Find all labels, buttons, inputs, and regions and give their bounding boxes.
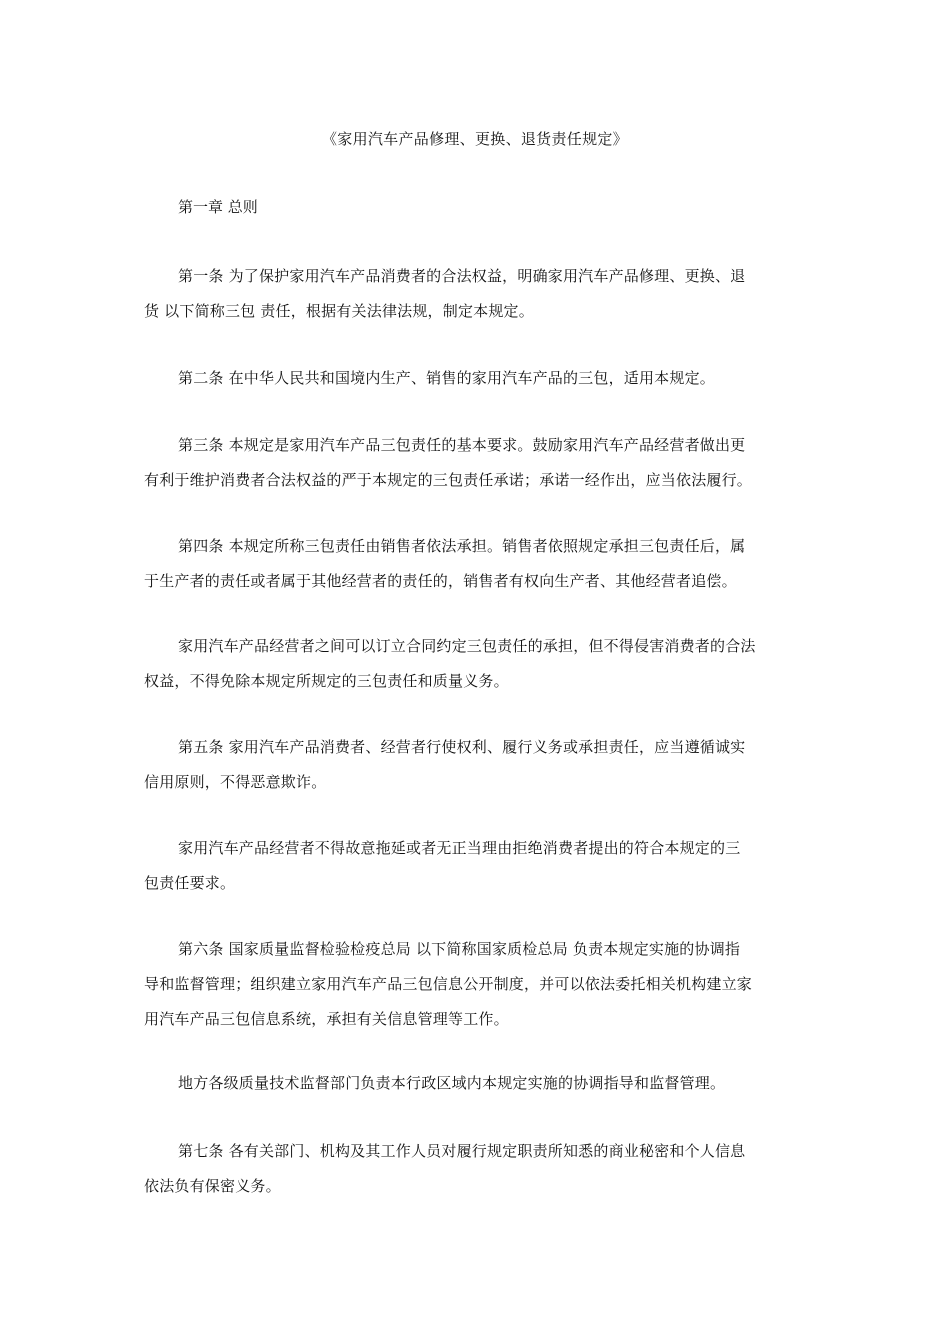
article-6-paragraph — [144, 932, 812, 1037]
paragraph-line: 有利于维护消费者合法权益的严于本规定的三包责任承诺；承诺一经作出，应当依法履行。 — [144, 471, 753, 489]
article-2-paragraph — [144, 361, 812, 396]
paragraph-line: 用汽车产品三包信息系统，承担有关信息管理等工作。 — [144, 1010, 509, 1028]
paragraph-line: 货 以下简称三包 责任，根据有关法律法规，制定本规定。 — [144, 302, 534, 320]
paragraph-line: 第五条 家用汽车产品消费者、经营者行使权利、履行义务或承担责任，应当遵循诚实 — [178, 738, 746, 756]
paragraph-line: 第三条 本规定是家用汽车产品三包责任的基本要求。鼓励家用汽车产品经营者做出更 — [178, 436, 746, 454]
paragraph-line: 导和监督管理；组织建立家用汽车产品三包信息公开制度，并可以依法委托相关机构建立家 — [144, 975, 753, 993]
document-title: 《家用汽车产品修理、更换、退货责任规定》 — [321, 130, 628, 148]
article-7-paragraph — [144, 1134, 812, 1204]
paragraph-line: 包责任要求。 — [144, 874, 236, 892]
paragraph-line: 第四条 本规定所称三包责任由销售者依法承担。销售者依照规定承担三包责任后，属 — [178, 537, 746, 555]
article-4-paragraph — [144, 529, 812, 599]
paragraph-line: 第七条 各有关部门、机构及其工作人员对履行规定职责所知悉的商业秘密和个人信息 — [178, 1142, 746, 1160]
paragraph-line: 依法负有保密义务。 — [144, 1177, 281, 1195]
paragraph-line: 地方各级质量技术监督部门负责本行政区域内本规定实施的协调指导和监督管理。 — [178, 1074, 726, 1092]
paragraph-line: 第二条 在中华人民共和国境内生产、销售的家用汽车产品的三包，适用本规定。 — [178, 369, 715, 387]
paragraph-line: 第一条 为了保护家用汽车产品消费者的合法权益，明确家用汽车产品修理、更换、退 — [178, 267, 746, 285]
paragraph-line: 于生产者的责任或者属于其他经营者的责任的，销售者有权向生产者、其他经营者追偿。 — [144, 572, 737, 590]
article-3-paragraph — [144, 428, 812, 498]
article-4-subparagraph — [144, 629, 812, 699]
paragraph-line: 家用汽车产品经营者不得故意拖延或者无正当理由拒绝消费者提出的符合本规定的三 — [178, 839, 741, 857]
paragraph-line: 家用汽车产品经营者之间可以订立合同约定三包责任的承担，但不得侵害消费者的合法 — [178, 637, 756, 655]
paragraph-line: 信用原则，不得恶意欺诈。 — [144, 773, 327, 791]
article-1-paragraph — [144, 259, 812, 329]
chapter-heading: 第一章 总则 — [178, 198, 258, 216]
paragraph-line: 第六条 国家质量监督检验检疫总局 以下简称国家质检总局 负责本规定实施的协调指 — [178, 940, 741, 958]
paragraph-line: 权益，不得免除本规定所规定的三包责任和质量义务。 — [144, 672, 509, 690]
article-5-paragraph — [144, 730, 812, 800]
article-6-subparagraph — [144, 1066, 812, 1101]
article-5-subparagraph — [144, 831, 812, 901]
